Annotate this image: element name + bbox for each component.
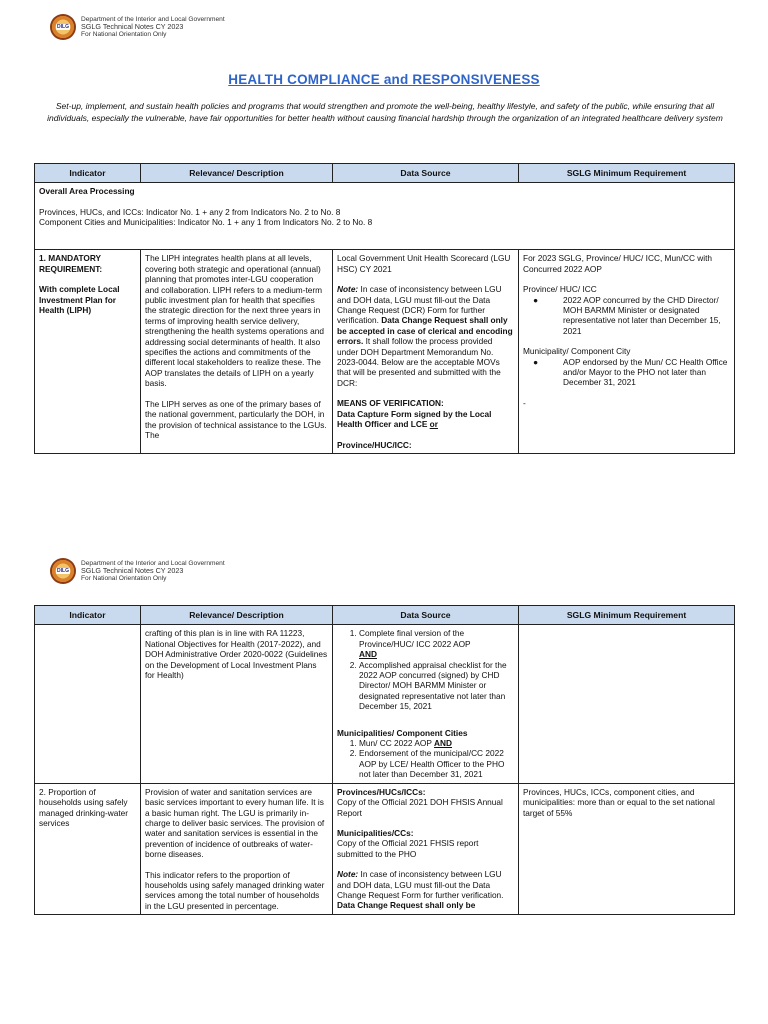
description-cell <box>141 625 333 783</box>
table-row <box>35 625 735 783</box>
list-item: 2. Endorsement of the municipal/CC 2022 AOP by LCE/ Health Officer to the PHO not later than December 31, 2021 <box>359 748 514 779</box>
indicator-title: With complete Local Investment Plan for Health (LIPH) <box>39 284 120 316</box>
col-header-data-source: Data Source <box>333 164 519 183</box>
header-line-3: For National Orientation Only <box>81 30 167 38</box>
col-header-indicator: Indicator <box>35 164 141 183</box>
province-mov-list <box>337 628 514 711</box>
header-line-1: Department of the Interior and Local Government <box>81 559 225 567</box>
header-line-1: Department of the Interior and Local Government <box>81 15 225 23</box>
requirement-cell <box>519 625 735 783</box>
data-source-cell <box>333 625 519 783</box>
note-paragraph <box>337 869 514 911</box>
bullet-icon: ● <box>533 294 539 305</box>
and-label: AND <box>359 649 377 660</box>
indicator-title: 2. Proportion of households using safely managed drinking-water services <box>39 786 129 828</box>
dilg-logo: DILG <box>50 14 76 40</box>
requirement-mun-heading: Municipality/ Component City <box>523 346 631 357</box>
description-paragraph: Provision of water and sanitation services are basic services important to every human life. It is a basic human right. The LGU is primarily in-charge to deliver basic services. The provision of water and sanitation services is essential in the prevention of incidence of outbreaks of water-borne diseases. <box>145 786 325 860</box>
table-header-row <box>35 164 735 183</box>
requirement-cell <box>519 250 735 454</box>
list-item-text: Mun/ CC 2022 AOP <box>359 738 435 749</box>
note-label: Note: <box>337 284 359 295</box>
description-paragraph: The LIPH integrates health plans at all levels, covering both strategic and operational (annual) planning that promotes inter-LGU cooperation and collaboration. LIPH refers to a medium-term public investment plan for health that specifies the strategic direction for the next three years in terms of improving health service delivery, strengthening the health systems operations and addressing social determinants of health. It also specifies the actions and commitments of the different local stakeholders to realize these. The AOP translates the details of LIPH on a yearly basis. <box>145 253 324 389</box>
bullet-icon: ● <box>533 356 539 367</box>
compliance-table-1 <box>34 163 735 454</box>
province-heading: Province/HUC/ICC: <box>337 439 412 450</box>
header-text <box>81 16 225 39</box>
overall-line-2: Component Cities and Municipalities: Indicator No. 1 + any 1 from Indicators No. 2 to No. 8 <box>39 217 373 228</box>
compliance-table-2 <box>34 605 735 915</box>
page-gap <box>0 520 768 550</box>
requirement-text: For 2023 SGLG, Province/ HUC/ ICC, Mun/CC with Concurred 2022 AOP <box>523 253 713 274</box>
mov-body-text: Data Capture Form signed by the Local Health Officer and LCE <box>337 408 492 430</box>
requirement-text: Provinces, HUCs, ICCs, component cities, and municipalities: more than or equal to the set national target of 55% <box>523 786 715 818</box>
note-text: In case of inconsistency between LGU and DOH data, LGU must fill-out the Data Change Request (DCR) Form for further verification. <box>337 284 502 326</box>
municipality-source: Copy of the Official 2021 FHSIS report submitted to the PHO <box>337 838 479 859</box>
requirement-cell <box>519 783 735 914</box>
province-heading: Provinces/HUCs/ICCs: <box>337 786 426 797</box>
indicator-cell <box>35 783 141 914</box>
bullet-text: 2022 AOP concurred by the CHD Director/ MOH BARMM Minister or designated representative not later than December 15, 2021 <box>563 294 721 336</box>
requirement-dash: - <box>523 397 526 408</box>
page-2 <box>0 550 768 1024</box>
municipality-mov-list <box>337 738 514 780</box>
description-cell <box>141 250 333 454</box>
data-source-text: Local Government Unit Health Scorecard (LGU HSC) CY 2021 <box>337 253 511 274</box>
requirement-province-heading: Province/ HUC/ ICC <box>523 284 597 295</box>
note-paragraph <box>337 284 514 388</box>
description-paragraph: This indicator refers to the proportion of households using safely managed drinking water services among the total number of households in the LGU presented in percentage. <box>145 869 325 911</box>
page-header <box>50 14 225 40</box>
dilg-logo: DILG <box>50 558 76 584</box>
mov-or: or <box>429 419 438 430</box>
overall-heading: Overall Area Processing <box>39 186 135 197</box>
indicator-cell <box>35 250 141 454</box>
list-item: 2. Accomplished appraisal checklist for the 2022 AOP concurred (signed) by CHD Director/ MOH BARMM Minister or designated representative not later than December 15, 2021 <box>359 660 514 712</box>
col-header-indicator: Indicator <box>35 606 141 625</box>
table-row <box>35 250 735 454</box>
col-header-description: Relevance/ Description <box>141 164 333 183</box>
overall-cell <box>35 183 735 250</box>
indicator-number: 1. MANDATORY REQUIREMENT: <box>39 253 103 274</box>
page-subtitle: Set-up, implement, and sustain health policies and programs that would strengthen and promote the well-being, healthy lifestyle, and safety of the public, while ensuring that all individuals, especially the vulnerable, have fair opportunities for better health without causing financial hardship through the organization of an integrated healthcare delivery system <box>47 101 723 123</box>
col-header-requirement: SGLG Minimum Requirement <box>519 164 735 183</box>
province-source: Copy of the Official 2021 DOH FHSIS Annual Report <box>337 797 503 818</box>
list-item-text: Complete final version of the Province/HUC/ ICC 2022 AOP <box>359 628 471 649</box>
header-line-2: SGLG Technical Notes CY 2023 <box>81 22 184 32</box>
municipality-heading: Municipalities/ Component Cities <box>337 727 468 738</box>
table-header-row <box>35 606 735 625</box>
description-cell <box>141 783 333 914</box>
note-text: In case of inconsistency between LGU and DOH data, LGU must fill-out the Data Change Request Form for further verification. <box>337 869 504 900</box>
header-line-3: For National Orientation Only <box>81 574 167 582</box>
mov-heading: MEANS OF VERIFICATION: <box>337 398 444 409</box>
note-label: Note: <box>337 869 359 880</box>
overall-line-1: Provinces, HUCs, and ICCs: Indicator No. 1 + any 2 from Indicators No. 2 to No. 8 <box>39 206 341 217</box>
overall-row <box>35 183 735 250</box>
mov-body <box>337 409 514 430</box>
note-bold: Data Change Request shall only be <box>337 900 476 911</box>
data-source-cell <box>333 250 519 454</box>
municipality-heading: Municipalities/CCs: <box>337 827 414 838</box>
note-bold: Data Change Request shall only be accepted in case of clerical and encoding errors. <box>337 315 513 347</box>
description-paragraph: crafting of this plan is in line with RA 11223, National Objectives for Health (2017-2022), and DOH Administrative Order 2020-0022 (Guidelines on the Development of Local Investment Plans for Health) <box>145 628 328 681</box>
col-header-requirement: SGLG Minimum Requirement <box>519 606 735 625</box>
page-header <box>50 558 225 584</box>
list-item <box>359 628 514 659</box>
data-source-cell <box>333 783 519 914</box>
requirement-bullet <box>523 357 730 388</box>
page-title: HEALTH COMPLIANCE and RESPONSIVENESS <box>228 72 540 87</box>
indicator-cell <box>35 625 141 783</box>
bullet-text: AOP endorsed by the Mun/ CC Health Office and/or Mayor to the PHO not later than December 31, 2021 <box>563 356 728 388</box>
header-text <box>81 560 225 583</box>
table-row <box>35 783 735 914</box>
and-label: AND <box>434 738 453 749</box>
header-line-2: SGLG Technical Notes CY 2023 <box>81 566 184 576</box>
col-header-description: Relevance/ Description <box>141 606 333 625</box>
description-paragraph: The LIPH serves as one of the primary bases of the national government, particularly the DOH, in the provision of technical assistance to the LGUs. The <box>145 398 327 440</box>
list-item <box>359 738 514 748</box>
requirement-bullet <box>523 295 730 337</box>
note-text-2: It shall follow the process provided under DOH Department Memorandum No. 2023-0044. Below are the acceptable MOVs that will be presented and submitted with the DCR: <box>337 336 501 388</box>
col-header-data-source: Data Source <box>333 606 519 625</box>
